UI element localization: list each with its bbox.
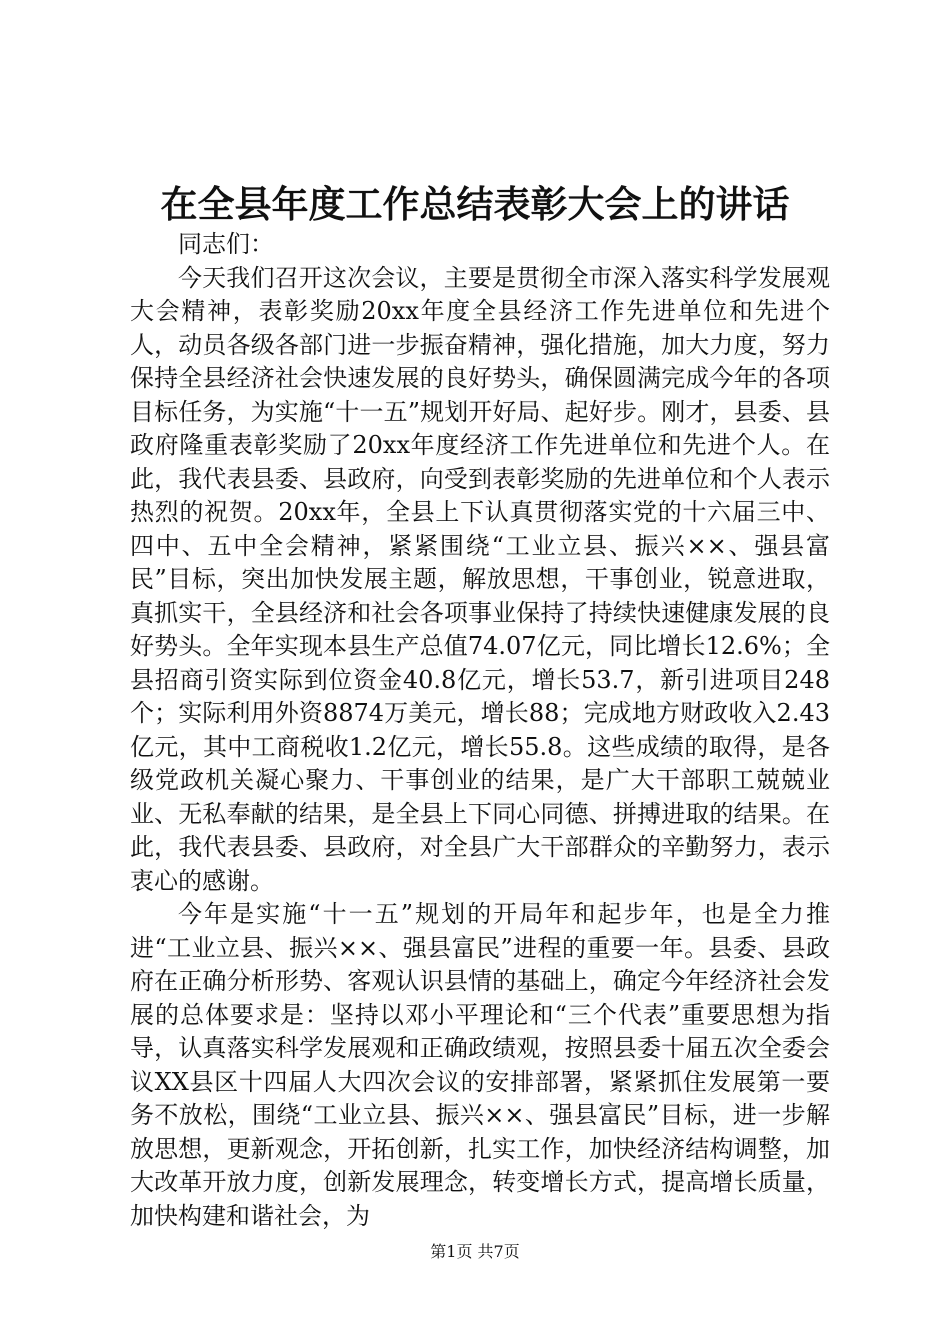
greeting: 同志们： bbox=[178, 230, 274, 258]
document-title: 在全县年度工作总结表彰大会上的讲话 bbox=[160, 182, 790, 226]
document-body bbox=[130, 228, 830, 1233]
paragraph-1: 今天我们召开这次会议，主要是贯彻全市深入落实科学发展观大会精神，表彰奖励20xx年度全县经济工作先进单位和先进个人，动员各级各部门进一步振奋精神，强化措施，加大力度，努力保持全县经济社会快速发展的良好势头，确保圆满完成今年的各项目标任务，为实施“十一五”规划开好局、起好步。刚才，县委、县政府隆重表彰奖励了20xx年度经济工作先进单位和先进个人。在此，我代表县委、县政府，向受到表彰奖励的先进单位和个人表示热烈的祝贺。20xx年，全县上下认真贯彻落实党的十六届三中、四中、五中全会精神，紧紧围绕“工业立县、振兴××、强县富民”目标，突出加快发展主题，解放思想，干事创业，锐意进取，真抓实干，全县经济和社会各项事业保持了持续快速健康发展的良好势头。全年实现本县生产总值74.07亿元，同比增长12.6%；全县招商引资实际到位资金40.8亿元，增长53.7，新引进项目248个；实际利用外资8874万美元，增长88；完成地方财政收入2.43亿元，其中工商税收1.2亿元，增长55.8。这些成绩的取得，是各级党政机关凝心聚力、干事创业的结果，是广大干部职工兢兢业业、无私奉献的结果，是全县上下同心同德、拼搏进取的结果。在此，我代表县委、县政府，对全县广大干部群众的辛勤努力，表示衷心的感谢。 bbox=[130, 263, 830, 895]
paragraph-2: 今年是实施“十一五”规划的开局年和起步年，也是全力推进“工业立县、振兴××、强县富民”进程的重要一年。县委、县政府在正确分析形势、客观认识县情的基础上，确定今年经济社会发展的总体要求是：坚持以邓小平理论和“三个代表”重要思想为指导，认真落实科学发展观和正确政绩观，按照县委十届五次全委会议XX县区十四届人大四次会议的安排部署，紧紧抓住发展第一要务不放松，围绕“工业立县、振兴××、强县富民”目标，进一步解放思想，更新观念，开拓创新，扎实工作，加快经济结构调整，加大改革开放力度，创新发展理念，转变增长方式，提高增长质量，加快构建和谐社会，为 bbox=[130, 900, 830, 1230]
page-footer: 第1页 共7页 bbox=[430, 1242, 520, 1261]
